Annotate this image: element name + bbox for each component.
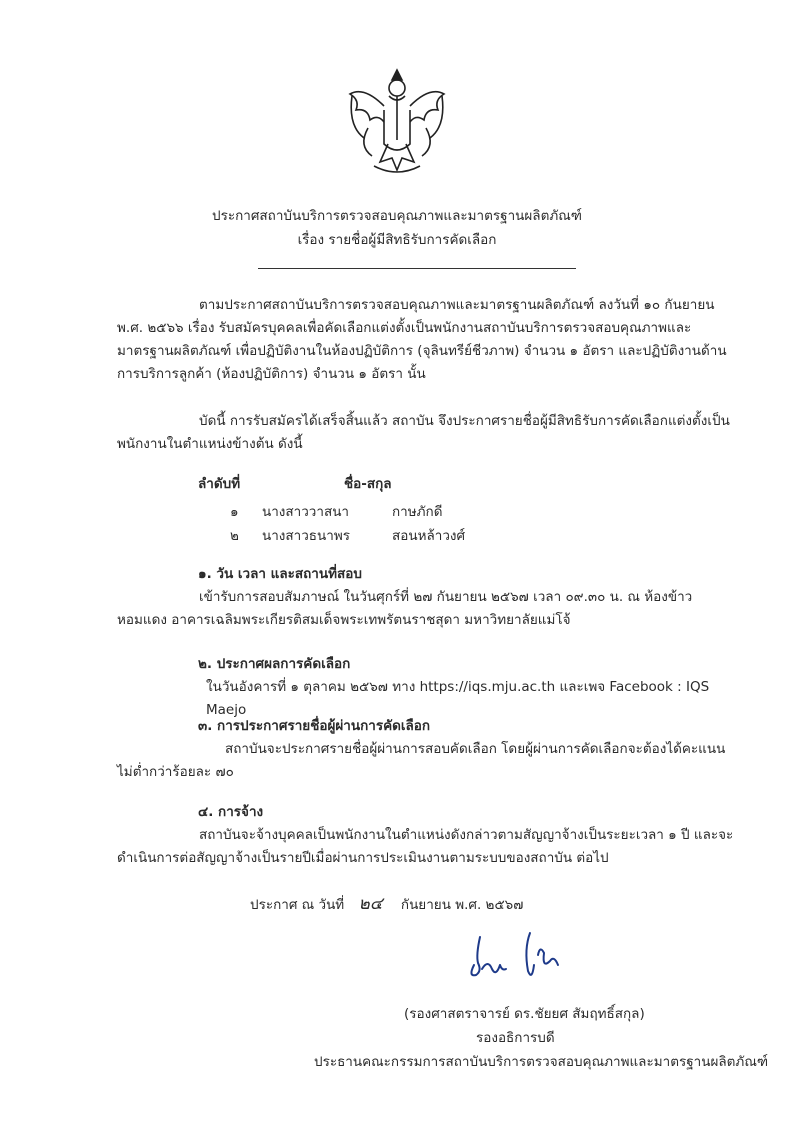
handwritten-signature (460, 925, 580, 985)
column-header-order: ลำดับที่ (198, 476, 241, 492)
document-title: ประกาศสถาบันบริการตรวจสอบคุณภาพและมาตรฐานผลิตภัณฑ์ (212, 208, 582, 224)
date-prefix: ประกาศ ณ วันที่ (250, 897, 345, 913)
candidate-first-name: นางสาววาสนา (262, 504, 350, 520)
candidate-order: ๑ (230, 504, 239, 520)
section-heading: ๑. วัน เวลา และสถานที่สอบ (198, 566, 362, 582)
column-header-name: ชื่อ-สกุล (344, 476, 392, 492)
section-body: สถาบันจะจ้างบุคคลเป็นพนักงานในตำแหน่งดังกล่าวตามสัญญาจ้างเป็นระยะเวลา ๑ ปี และจะดำเนินการต่อสัญญาจ้างเป็นรายปีเมื่อผ่านการประเมินงานตามระบบของสถาบัน ต่อไป (117, 827, 734, 866)
candidate-last-name: สอนหล้าวงศ์ (392, 528, 466, 544)
signatory-name: (รองศาสตราจารย์ ดร.ชัยยศ สัมฤทธิ์สกุล) (404, 1006, 645, 1022)
date-day: ๒๔ (358, 894, 383, 914)
signatory-committee: ประธานคณะกรรมการสถาบันบริการตรวจสอบคุณภาพและมาตรฐานผลิตภัณฑ์ (314, 1054, 769, 1070)
section-heading: ๒. ประกาศผลการคัดเลือก (198, 656, 351, 672)
section-heading: ๔. การจ้าง (198, 804, 264, 820)
garuda-emblem-icon (344, 66, 450, 178)
section-heading: ๓. การประกาศรายชื่อผู้ผ่านการคัดเลือก (198, 718, 431, 734)
document-subject: เรื่อง รายชื่อผู้มีสิทธิรับการคัดเลือก (297, 232, 497, 248)
intro-paragraph-1: ตามประกาศสถาบันบริการตรวจสอบคุณภาพและมาตรฐานผลิตภัณฑ์ ลงวันที่ ๑๐ กันยายน พ.ศ. ๒๕๖๖ เรื่อง รับสมัครบุคคลเพื่อคัดเลือกแต่งตั้งเป็นพนักงานสถาบันบริการตรวจสอบคุณภาพและมาตรฐานผลิตภัณฑ์ เพื่อปฏิบัติงานในห้องปฏิบัติการ (จุลินทรีย์ชีวภาพ) จำนวน ๑ อัตรา และปฏิบัติงานด้านการบริการลูกค้า (ห้องปฏิบัติการ) จำนวน ๑ อัตรา นั้น (117, 297, 727, 382)
section-body: สถาบันจะประกาศรายชื่อผู้ผ่านการสอบคัดเลือก โดยผู้ผ่านการคัดเลือกจะต้องได้คะแนนไม่ต่ำกว่าร้อยละ ๗๐ (117, 741, 726, 780)
candidate-last-name: กาษภักดี (392, 504, 443, 520)
candidate-first-name: นางสาวธนาพร (262, 528, 351, 544)
section-body: เข้ารับการสอบสัมภาษณ์ ในวันศุกร์ที่ ๒๗ กันยายน ๒๕๖๗ เวลา ๐๙.๓๐ น. ณ ห้องข้าวหอมแดง อาคารเฉลิมพระเกียรติสมเด็จพระเทพรัตนราชสุดา มหาวิทยาลัยแม่โจ้ (117, 589, 693, 628)
title-divider (258, 268, 576, 269)
candidate-order: ๒ (230, 528, 239, 544)
announcement-date (250, 890, 523, 917)
date-month-year: กันยายน พ.ศ. ๒๕๖๗ (400, 897, 524, 913)
signatory-position: รองอธิการบดี (476, 1030, 555, 1046)
intro-paragraph-2: บัดนี้ การรับสมัครได้เสร็จสิ้นแล้ว สถาบัน จึงประกาศรายชื่อผู้มีสิทธิรับการคัดเลือกแต่งตั้งเป็นพนักงานในตำแหน่งข้างต้น ดังนี้ (117, 413, 730, 452)
section-body: ในวันอังคารที่ ๑ ตุลาคม ๒๕๖๗ ทาง https://iqs.mju.ac.th และเพจ Facebook : IQS Maejo (206, 679, 710, 718)
